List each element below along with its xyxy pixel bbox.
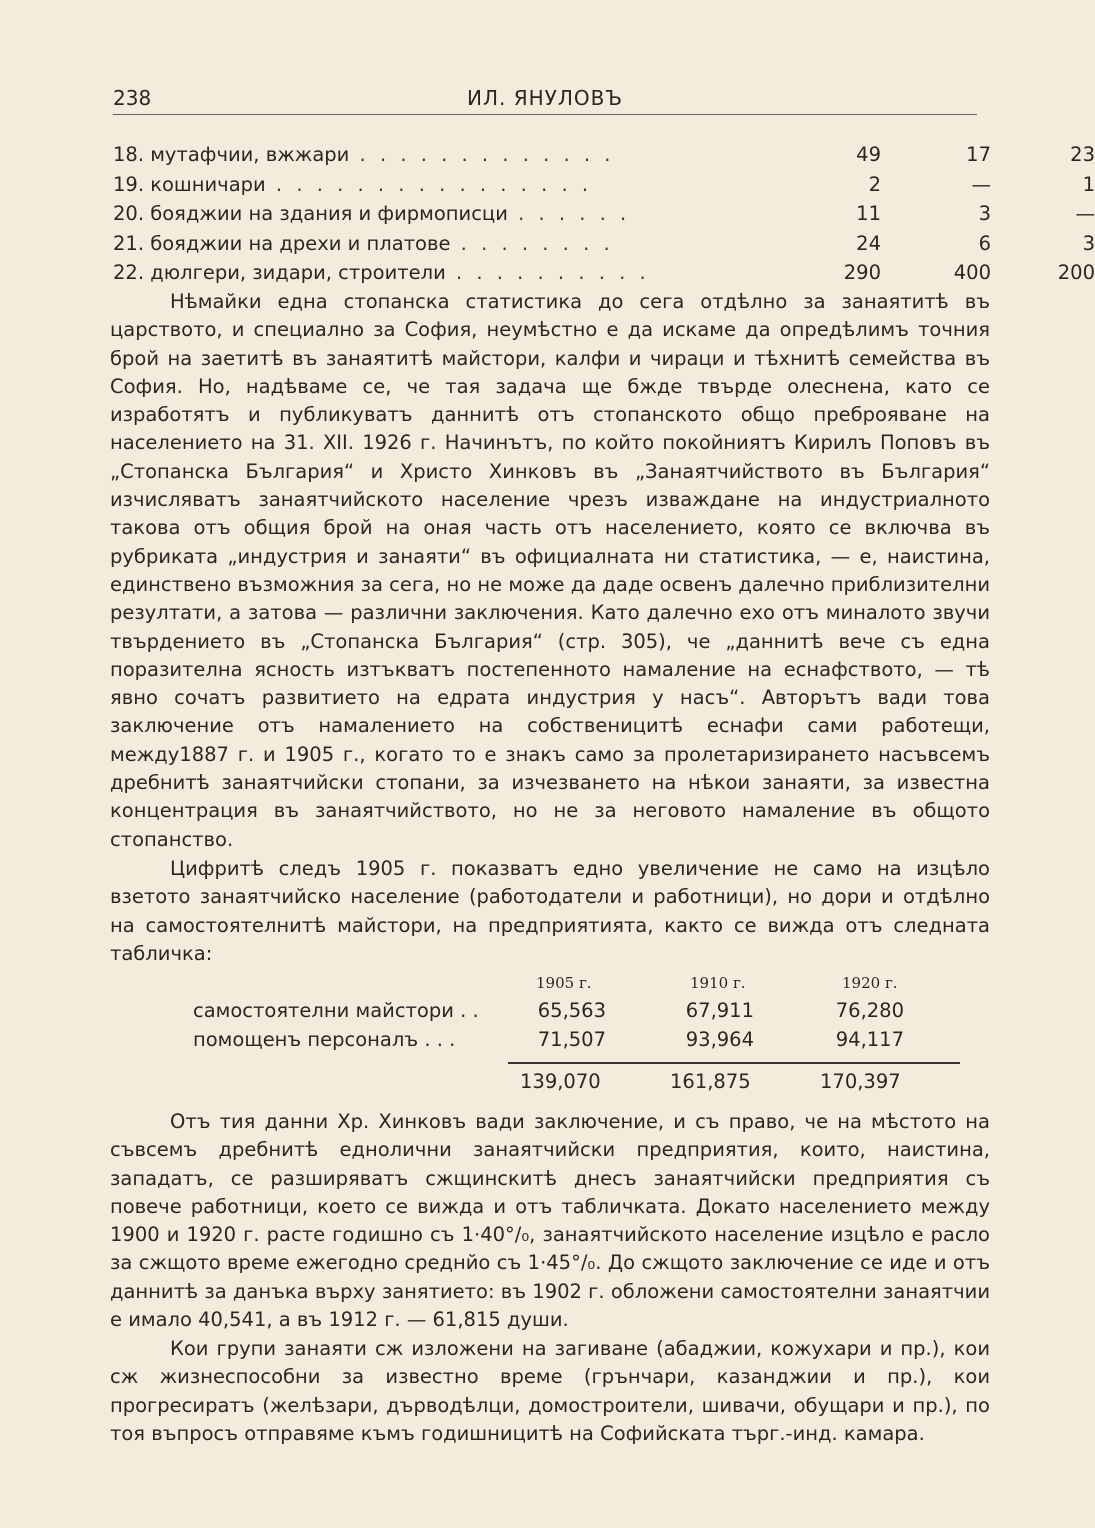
table-header	[190, 966, 960, 996]
list-item-label: 21. бояджии на дрехи и платове	[113, 231, 451, 255]
leader-dots: . . . . . . . .	[450, 231, 614, 255]
paragraph	[110, 288, 990, 854]
list-value: 1	[1082, 172, 1095, 196]
list-item-label: 18. мутафчии, вжжари	[113, 143, 350, 166]
table-cell: 67,911	[685, 999, 754, 1022]
list-value: 2	[868, 172, 881, 196]
list-value: —	[1075, 202, 1095, 225]
list-value: 17	[966, 143, 991, 166]
paragraph-text: Цифритѣ следъ 1905 г. показватъ едно увеличение не само на изцѣло взетото занаятчийско население (работодатели и работници), но дори и отдѣлно на самостоятелнитѣ майстори, на предприятията, както се вижда отъ следната табличка:	[110, 857, 990, 965]
table-total: 170,397	[820, 1070, 901, 1093]
list-item-label: 19. кошничари	[113, 172, 266, 196]
list-item-label: 22. дюлгери, зидари, строители	[113, 261, 446, 284]
list-value: 400	[953, 261, 991, 284]
list-value: 6	[978, 231, 991, 255]
list-value: 3	[1082, 231, 1095, 255]
list-item	[113, 170, 1095, 200]
crafts-list	[113, 140, 1095, 288]
paragraph-text: Кои групи занаяти сж изложени на загиване (абаджии, кожухари и пр.), кои сж жизнеспособни за известно време (грънчари, казанджии и пр.), кои прогресиратъ (желѣзари, дърводѣлци, домостроители, шивачи, обущари и пр.), по тоя въпросъ отправяме къмъ годишницитѣ на Софийската търг.-инд. камара.	[110, 1337, 990, 1445]
craftsmen-table	[190, 966, 960, 1093]
paragraph-text: Нѣмайки една стопанска статистика до сега отдѣлно за занаятитѣ въ царството, и специално за София, неумѣстно е да искаме да опредѣлимъ точния брой на заетитѣ въ занаятитѣ майстори, калфи и чираци и тѣхнитѣ семейства въ София. Но, надѣваме се, че тая задача ще бжде твърде олеснена, като се изработятъ и публикуватъ даннитѣ отъ стопанското общо преброяване на населението на 31. XII. 1926 г. Начинътъ, по който покойниятъ Кирилъ Поповъ въ „Стопанска България“ и Христо Хинковъ въ „Занаятчийството въ България“ изчисляватъ занаятчийското население чрезъ изваждане на индустриалното такова отъ общия брой на оная часть отъ населението, която се включва въ рубриката „индустрия и занаяти“ въ официалната ни статистика, — е, наистина, единствено възможния за сега, но не може да даде освенъ далечно приблизителни резултати, а затова — различни заключения. Като далечно ехо отъ миналото звучи твърдението въ „Стопанска България“ (стр. 305), че „даннитѣ вече съ една поразителна ясность изтъкватъ постепенното намаление на еснафството, — тѣ явно сочатъ развитието на едрата индустрия у насъ“. Авторътъ вади това заключение отъ намалението на собственицитѣ еснафи сами работещи, между1887 г. и 1905 г., когато то е знакъ само за пролетаризирането насъвсемъ дребнитѣ занаятчийски стопани, за изчезването на нѣкои занаяти, за известна концентрация въ занаятчийството, но не за неговото намаление въ общото стопанство.	[110, 290, 990, 851]
leader-dots: . . . . . .	[507, 202, 631, 225]
page-header	[113, 84, 977, 115]
list-item-label: 20. бояджии на здания и фирмописци	[113, 202, 508, 225]
table-row	[190, 996, 960, 1025]
list-value: 11	[856, 202, 881, 225]
table-cell: 76,280	[835, 999, 904, 1022]
column-header: 1905 г.	[536, 974, 592, 992]
paragraph	[110, 855, 990, 968]
page-number: 238	[113, 86, 152, 110]
list-value: 200	[1057, 261, 1095, 284]
column-header: 1910 г.	[690, 974, 746, 992]
column-header: 1920 г.	[842, 974, 898, 992]
list-value: 3	[978, 202, 991, 225]
total-rule	[508, 1062, 960, 1064]
list-value: 23	[1070, 143, 1095, 166]
leader-dots: . . . . . . . . . .	[445, 261, 650, 284]
row-label: помощенъ персоналъ . . .	[193, 1028, 456, 1051]
list-item	[113, 229, 1095, 259]
paragraph-text: Отъ тия данни Хр. Хинковъ вади заключение, и съ право, че на мѣстото на съвсемъ дребнитѣ еднолични занаятчийски предприятия, които, наистина, западатъ, се разширяватъ сжщинскитѣ днесъ занаятчийски предприятия съ повече работници, което се вижда и отъ табличката. Докато населението между 1900 и 1920 г. расте годишно съ 1·40°/₀, занаятчийското население изцѣло е расло за сжщото време ежегодно среднйо съ 1·45°/₀. До сжщото заключение се иде и отъ даннитѣ за данъка върху занятието: въ 1902 г. обложени самостоятелни занаятчии е имало 40,541, а въ 1912 г. — 61,815 души.	[110, 1110, 990, 1332]
list-item	[113, 199, 1095, 229]
table-cell: 71,507	[537, 1028, 606, 1051]
paragraph	[110, 1108, 990, 1334]
list-item	[113, 258, 1095, 288]
leader-dots: . . . . . . . . . . . . . . . .	[265, 172, 593, 196]
table-cell: 65,563	[537, 999, 606, 1022]
row-label: самостоятелни майстори . .	[193, 999, 479, 1022]
table-cell: 93,964	[685, 1028, 754, 1051]
list-value: —	[971, 172, 991, 196]
table-cell: 94,117	[835, 1028, 904, 1051]
table-total: 161,875	[670, 1070, 751, 1093]
list-value: 290	[843, 261, 881, 284]
running-title: ИЛ. ЯНУЛОВЪ	[467, 86, 623, 110]
list-value: 24	[856, 231, 881, 255]
list-value: 49	[856, 143, 881, 166]
paragraph	[110, 1335, 990, 1448]
table-row	[190, 1025, 960, 1054]
leader-dots: . . . . . . . . . . . . .	[349, 143, 615, 166]
table-total: 139,070	[520, 1070, 601, 1093]
list-item	[113, 140, 1095, 170]
